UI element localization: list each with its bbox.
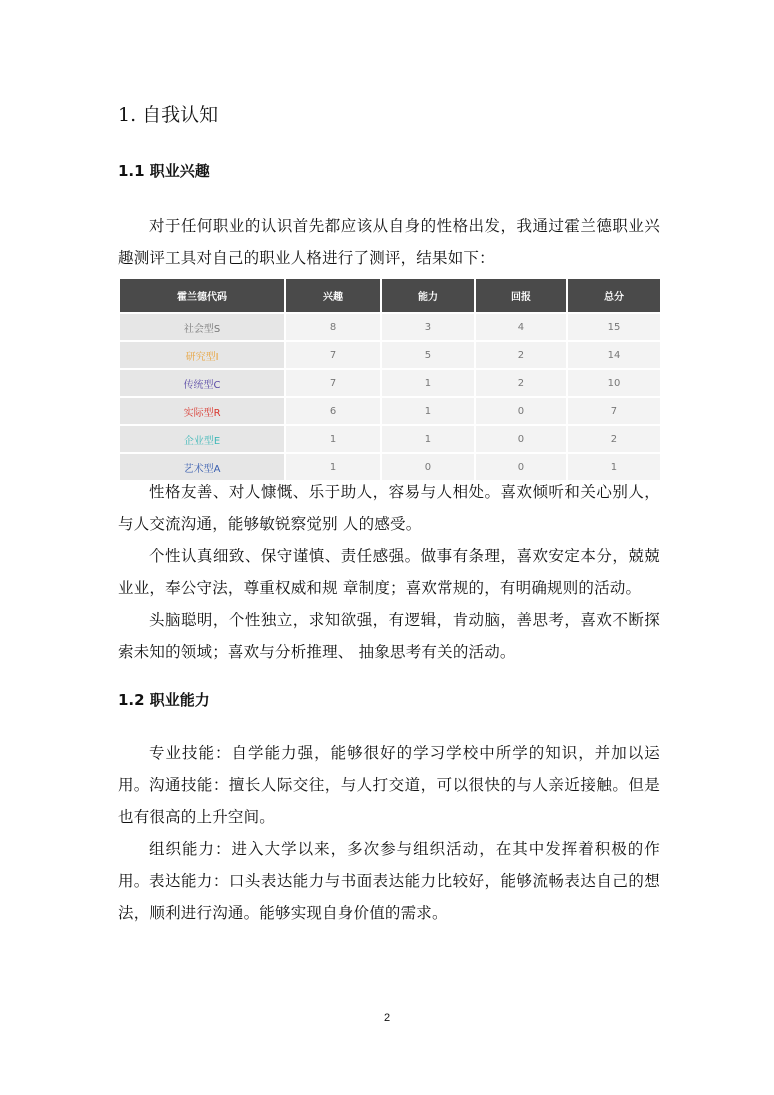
score-cell: 10 — [567, 369, 660, 397]
paragraph-social-traits: 性格友善、对人慷慨、乐于助人，容易与人相处。喜欢倾听和关心别人，与人交流沟通，能够敏锐察觉别 人的感受。 — [118, 483, 660, 533]
score-cell: 2 — [475, 369, 567, 397]
heading-self-awareness: 1. 自我认知 — [118, 104, 219, 126]
table-row — [120, 341, 660, 369]
score-cell: 2 — [475, 341, 567, 369]
table-row — [120, 397, 660, 425]
table-row — [120, 369, 660, 397]
paragraph-expression-skills: 表达能力：口头表达能力与书面表达能力比较好，能够流畅表达自己的想法，顺利进行沟通。能够实现自身价值的需求。 — [118, 872, 660, 922]
score-cell: 1 — [567, 453, 660, 480]
score-cell: 4 — [475, 313, 567, 341]
paragraph-organization-skills: 组织能力：进入大学以来，多次参与组织活动，在其中发挥着积极的作用。 — [118, 840, 660, 890]
intro-paragraph: 对于任何职业的认识首先都应该从自身的性格出发，我通过霍兰德职业兴趣测评工具对自己的职业人格进行了测评，结果如下： — [118, 217, 660, 267]
score-cell: 3 — [381, 313, 475, 341]
score-cell: 15 — [567, 313, 660, 341]
score-cell: 0 — [475, 425, 567, 453]
score-cell: 7 — [285, 369, 381, 397]
score-cell: 0 — [381, 453, 475, 480]
heading-career-ability: 1.2 职业能力 — [118, 691, 210, 709]
holland-type-cell: 实际型R — [120, 397, 285, 425]
paragraph-communication-skills: 沟通技能：擅长人际交往，与人打交道，可以很快的与人亲近接触。但是也有很高的上升空间。 — [118, 776, 660, 826]
table-row — [120, 313, 660, 341]
score-cell: 1 — [381, 397, 475, 425]
score-cell: 7 — [567, 397, 660, 425]
score-cell: 8 — [285, 313, 381, 341]
paragraph-conventional-traits: 个性认真细致、保守谨慎、责任感强。做事有条理，喜欢安定本分，兢兢业业，奉公守法，尊重权威和规 章制度；喜欢常规的，有明确规则的活动。 — [118, 547, 660, 597]
column-header: 回报 — [475, 279, 567, 313]
heading-career-interest: 1.1 职业兴趣 — [118, 162, 210, 180]
paragraph-professional-skills: 专业技能：自学能力强，能够很好的学习学校中所学的知识，并加以运用。 — [118, 744, 660, 794]
score-cell: 1 — [381, 369, 475, 397]
page-number: 2 — [383, 1012, 391, 1024]
column-header: 霍兰德代码 — [120, 279, 285, 313]
score-cell: 0 — [475, 453, 567, 480]
score-cell: 1 — [285, 453, 381, 480]
table-header-row — [120, 279, 660, 313]
score-cell: 2 — [567, 425, 660, 453]
score-cell: 1 — [381, 425, 475, 453]
column-header: 能力 — [381, 279, 475, 313]
holland-results-table — [120, 279, 660, 480]
holland-type-cell: 传统型C — [120, 369, 285, 397]
column-header: 总分 — [567, 279, 660, 313]
score-cell: 7 — [285, 341, 381, 369]
score-cell: 14 — [567, 341, 660, 369]
score-cell: 0 — [475, 397, 567, 425]
score-cell: 5 — [381, 341, 475, 369]
paragraph-investigative-traits: 头脑聪明，个性独立，求知欲强，有逻辑，肯动脑，善思考，喜欢不断探索未知的领域；喜欢与分析推理、 抽象思考有关的活动。 — [118, 611, 660, 661]
score-cell: 6 — [285, 397, 381, 425]
holland-type-cell: 研究型I — [120, 341, 285, 369]
table-row — [120, 425, 660, 453]
holland-type-cell: 企业型E — [120, 425, 285, 453]
holland-type-cell: 艺术型A — [120, 453, 285, 480]
column-header: 兴趣 — [285, 279, 381, 313]
score-cell: 1 — [285, 425, 381, 453]
holland-type-cell: 社会型S — [120, 313, 285, 341]
